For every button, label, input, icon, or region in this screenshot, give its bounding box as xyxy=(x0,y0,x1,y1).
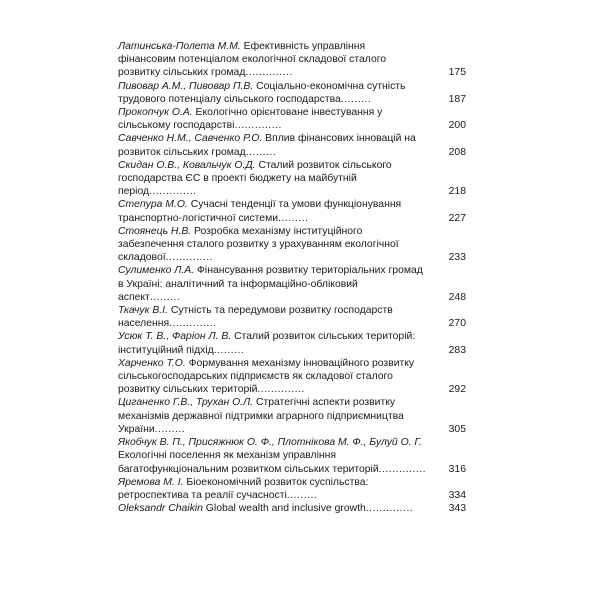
toc-entry[interactable] xyxy=(118,159,466,199)
toc-page-number: 218 xyxy=(448,186,466,198)
toc-entry-text xyxy=(118,436,432,476)
toc-title-line: механізмів державної підтримки аграрного підприємництва xyxy=(118,410,404,422)
dot-leader: .............. xyxy=(378,463,427,475)
toc-title-line: Сталий розвиток сільських територій: xyxy=(234,331,416,343)
toc-page-number: 343 xyxy=(448,503,466,515)
table-of-contents xyxy=(118,40,466,515)
toc-page-number: 248 xyxy=(448,291,466,303)
toc-entry-text xyxy=(118,304,432,330)
toc-title-line: забезпечення сталого розвитку з урахуванням екологічної xyxy=(118,239,399,251)
toc-author: Ткачук В.І. xyxy=(118,305,168,317)
toc-entry-text xyxy=(118,396,432,436)
toc-title-line: Стратегічні аспекти розвитку xyxy=(255,397,396,409)
toc-author: Якобчук В. П., Присяжнюк О. Ф., Плотнікова М. Ф., Булуй О. Г. xyxy=(118,437,422,449)
toc-entry[interactable] xyxy=(118,476,466,502)
toc-title-line: аспект xyxy=(118,291,150,303)
toc-title-line: Сталий розвиток сільського xyxy=(258,159,392,171)
dot-leader: ......... xyxy=(213,344,245,356)
toc-title-line: сільськогосподарських підприємств як складової сталого xyxy=(118,371,393,383)
toc-author: Сулименко Л.А. xyxy=(118,265,195,277)
toc-title-line: фінансовим потенціалом екологічної складової сталого xyxy=(118,54,387,66)
dot-leader: .............. xyxy=(165,252,214,264)
toc-entry-text xyxy=(118,330,432,356)
dot-leader: .............. xyxy=(169,318,217,330)
toc-title-line: сільському господарстві xyxy=(118,120,235,132)
toc-title-line: Соціально-економічна сутність xyxy=(256,80,406,92)
toc-title-line: населення xyxy=(118,318,170,330)
toc-title-line: транспортно-логістичної системи xyxy=(118,212,279,224)
toc-page-number: 233 xyxy=(448,252,466,264)
toc-entry[interactable] xyxy=(118,40,466,80)
dot-leader: ......... xyxy=(278,212,309,224)
toc-entry[interactable] xyxy=(118,264,466,304)
toc-entry[interactable] xyxy=(118,436,466,476)
toc-title-line: Екологічно орієнтоване інвестування у xyxy=(195,107,383,119)
toc-author: Скидан О.В., Ковальчук О.Д. xyxy=(118,159,256,171)
toc-title-line: Фінансування розвитку територіальних громад xyxy=(197,265,423,277)
toc-page-number: 292 xyxy=(448,384,466,396)
toc-title-line: господарства ЄС в проекті бюджету на майбутній період xyxy=(118,173,357,198)
toc-page-number: 175 xyxy=(448,67,466,79)
toc-entry-text xyxy=(118,80,432,106)
toc-author: Циганенко Г.В., Трухан О.Л. xyxy=(118,397,254,409)
toc-author: Харченко Т.О. xyxy=(118,357,186,369)
toc-author: Савченко Н.М., Савченко Р.О. xyxy=(118,133,263,145)
toc-title-line: в Україні: аналітичний та інформаційно-обліковий xyxy=(118,278,358,290)
toc-entry[interactable] xyxy=(118,132,466,158)
toc-entry-text xyxy=(118,132,432,158)
toc-title-line: Формування механізму інноваційного розвитку xyxy=(188,357,415,369)
toc-title-line: Розробка механізму інституційного xyxy=(194,225,363,237)
dot-leader: ......... xyxy=(245,146,277,158)
toc-entry-text xyxy=(118,225,432,265)
toc-author: Стоянець Н.В. xyxy=(118,225,192,237)
toc-page-number: 316 xyxy=(448,463,466,475)
toc-title-line: Вплив фінансових інновацій на xyxy=(265,133,416,145)
toc-entry[interactable] xyxy=(118,198,466,224)
toc-author: Латинська-Полета М.М. xyxy=(118,41,241,52)
toc-entry-text xyxy=(118,198,432,224)
toc-entry-text xyxy=(118,40,432,80)
toc-author: Степура М.О. xyxy=(118,199,188,211)
toc-page-number: 270 xyxy=(448,318,466,330)
dot-leader: .............. xyxy=(234,120,282,132)
dot-leader: ......... xyxy=(340,93,372,105)
toc-entry-text xyxy=(118,502,432,515)
toc-page-number: 283 xyxy=(448,344,466,356)
toc-author: Яремова М. І. xyxy=(118,476,184,488)
toc-entry[interactable] xyxy=(118,502,466,515)
toc-entry[interactable] xyxy=(118,80,466,106)
toc-title-line: розвитку сільських територій xyxy=(118,384,258,396)
toc-page-number: 305 xyxy=(448,423,466,435)
toc-title-line: розвитку сільських громад xyxy=(118,67,246,79)
toc-title-line: багатофункціональним розвитком сільських територій xyxy=(118,463,379,475)
toc-title-line: Екологічні поселення як механізм управління xyxy=(118,450,336,462)
toc-entry[interactable] xyxy=(118,106,466,132)
toc-entry-text xyxy=(118,357,432,397)
toc-entry-text xyxy=(118,106,432,132)
toc-entry[interactable] xyxy=(118,304,466,330)
toc-title-line: України xyxy=(118,423,155,435)
toc-title-line: складової xyxy=(118,252,166,264)
toc-page-number: 227 xyxy=(448,212,466,224)
toc-author: Прокопчук О.А. xyxy=(118,107,193,119)
toc-author: Oleksandr Chaikin xyxy=(118,503,203,515)
dot-leader: ......... xyxy=(286,489,318,501)
toc-title-line: інституційний підхід xyxy=(118,344,214,356)
dot-leader: ......... xyxy=(149,291,181,303)
toc-entry[interactable] xyxy=(118,225,466,265)
dot-leader: .............. xyxy=(365,503,414,515)
dot-leader: .............. xyxy=(149,186,197,198)
toc-title-line: розвиток сільських громад xyxy=(118,146,246,158)
toc-entry[interactable] xyxy=(118,330,466,356)
dot-leader: .............. xyxy=(257,384,305,396)
dot-leader: .............. xyxy=(245,67,293,79)
toc-page-number: 187 xyxy=(448,93,466,105)
toc-entry[interactable] xyxy=(118,396,466,436)
toc-page-number: 208 xyxy=(448,146,466,158)
toc-entry-text xyxy=(118,264,432,304)
toc-entry-text xyxy=(118,476,432,502)
toc-author: Пивовар А.М., Пивовар П.В. xyxy=(118,80,254,92)
toc-title-line: ретроспектива та реалії сучасності xyxy=(118,489,287,501)
toc-entry[interactable] xyxy=(118,357,466,397)
dot-leader: ......... xyxy=(154,423,186,435)
toc-title-line: Сучасні тенденції та умови функціонування xyxy=(190,199,402,211)
toc-title-line: Сутність та передумови розвитку господарств xyxy=(170,305,393,317)
toc-page-number: 334 xyxy=(448,489,466,501)
toc-author: Усюк Т. В., Фаріон Л. В. xyxy=(118,331,232,343)
toc-title-line: Global wealth and inclusive growth xyxy=(205,503,366,515)
toc-entry-text xyxy=(118,159,432,199)
toc-title-line: трудового потенціалу сільського господарства xyxy=(118,93,341,105)
toc-title-line: Ефективність управління xyxy=(243,41,366,52)
toc-title-line: Біоекономічний розвиток суспільства: xyxy=(186,476,369,488)
toc-page-number: 200 xyxy=(448,120,466,132)
